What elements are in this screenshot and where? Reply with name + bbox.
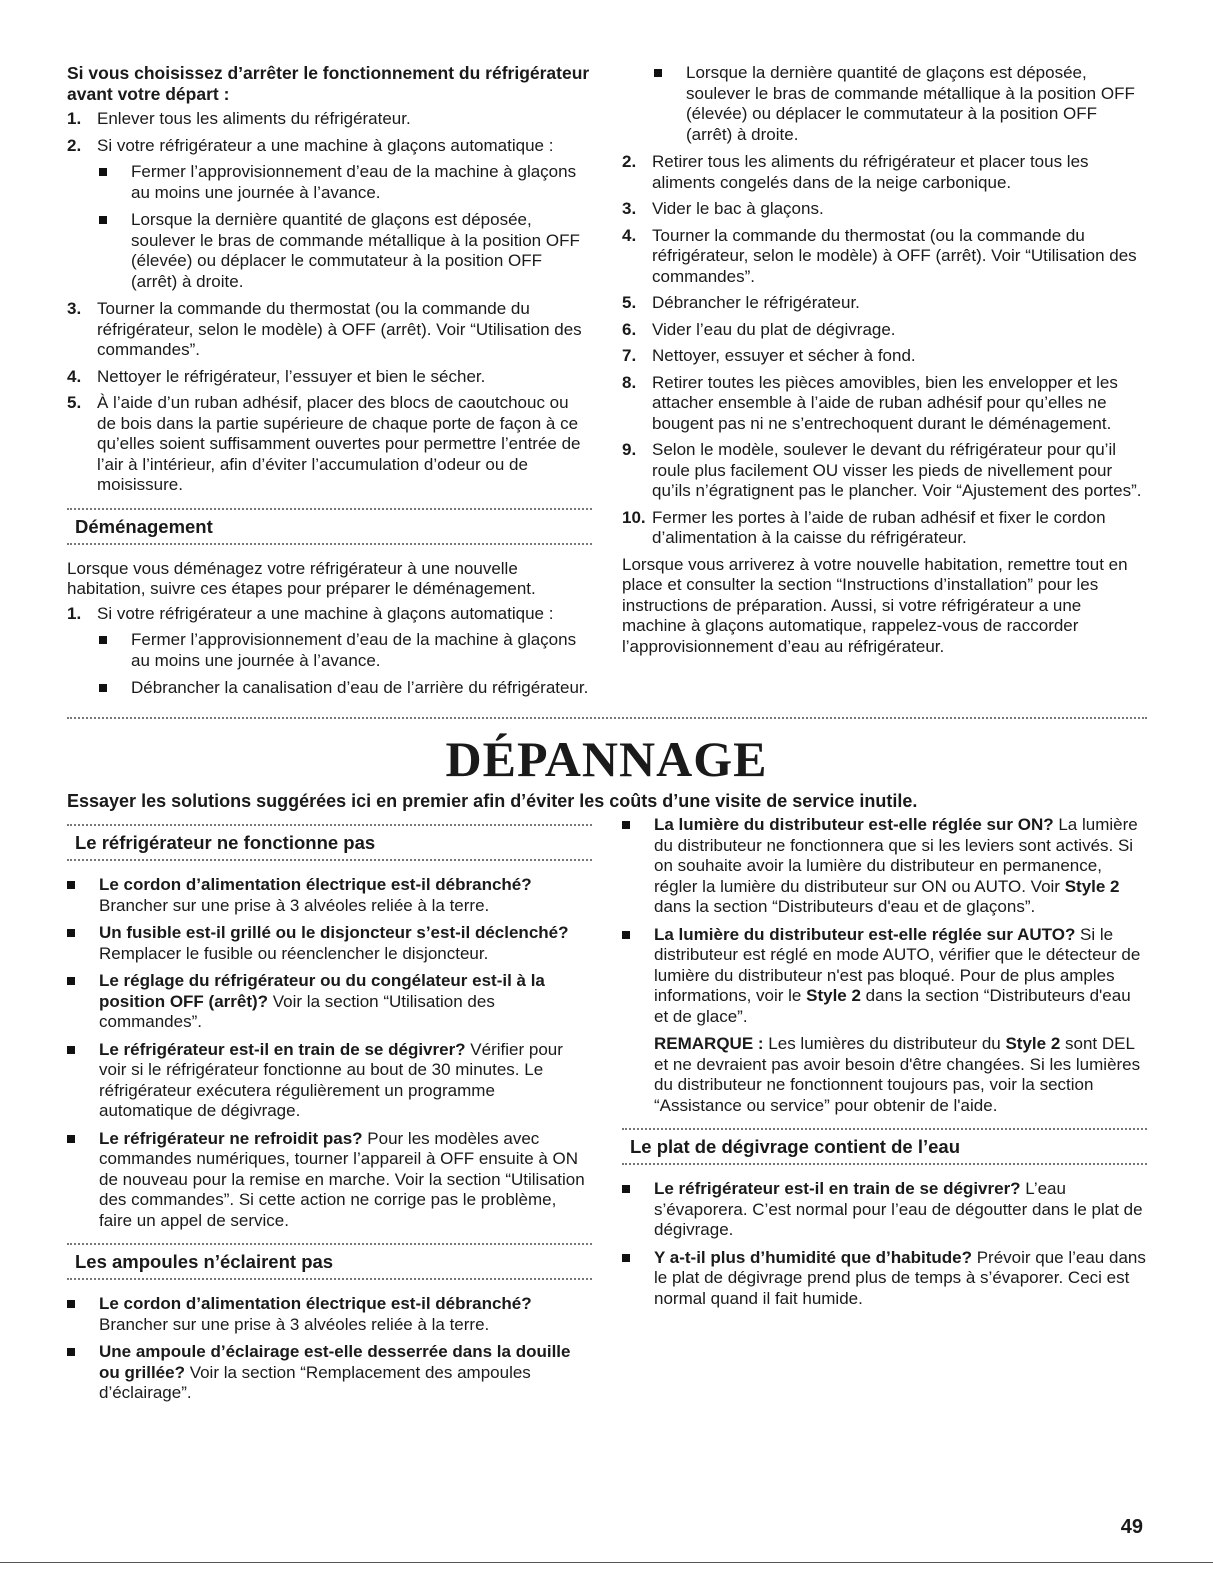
bullet-item: Fermer l’approvisionnement d’eau de la machine à glaçons au moins une journée à l’avance.	[99, 162, 592, 203]
bullet-square-icon	[99, 210, 131, 292]
bullet-square-icon	[67, 971, 99, 1033]
faq-item: Le cordon d’alimentation électrique est-il débranché? Brancher sur une prise à 3 alvéoles reliée à la terre.	[67, 875, 592, 916]
page-number: 49	[1120, 1516, 1143, 1538]
list-item: 1. Si votre réfrigérateur a une machine à glaçons automatique :	[67, 603, 554, 623]
list-item: 7. Nettoyer, essuyer et sécher à fond.	[622, 346, 916, 365]
s2-heading: Les ampoules n’éclairent pas	[67, 1243, 592, 1280]
faq-item: La lumière du distributeur est-elle réglée sur AUTO? Si le distributeur est réglé en mode AUTO, vérifier que le détecteur de lumière du distributeur n'est pas bloqué. Pour de plus amples informations, voir le Style 2 dans la section “Distributeurs d'eau et de glace”.	[622, 925, 1147, 1028]
list-item: 8. Retirer toutes les pièces amovibles, bien les envelopper et les attacher ensemble à l’aide de ruban adhésif pour qu’elles ne bougent pas ni ne s’entrechoquent durant le déménagement.	[622, 372, 1118, 433]
demenagement-outro: Lorsque vous arriverez à votre nouvelle habitation, remettre tout en place et consulter la section “Instructions d’installation” pour les instructions de préparation. Aussi, si votre réfrigérateur a une machine à glaçons automatique, rappelez-vous de raccorder l’approvisionnement d’eau au réfrigérateur.	[622, 554, 1128, 656]
faq-item: La lumière du distributeur est-elle réglée sur ON? La lumière du distributeur ne fonctionnera que si les leviers sont activés. Si on souhaite avoir la lumière du distributeur en permanence, régler la lumière du distributeur sur ON ou AUTO. Voir Style 2 dans la section “Distributeurs d'eau et de glaçons”.	[622, 815, 1147, 918]
bullet-square-icon	[67, 1342, 99, 1404]
s3-heading: Le plat de dégivrage contient de l’eau	[622, 1128, 1147, 1165]
list-item: 9. Selon le modèle, soulever le devant du réfrigérateur pour qu’il roule plus facilement OU visser les pieds de nivellement pour qu’ils n’égratignent pas le plancher. Voir “Ajustement des portes”.	[622, 440, 1142, 500]
left-column-top	[67, 63, 592, 706]
left-column-bottom	[67, 812, 592, 1411]
s1-heading: Le réfrigérateur ne fonctionne pas	[67, 824, 592, 861]
note: REMARQUE : Les lumières du distributeur du Style 2 sont DEL et ne devraient pas avoir besoin d'être changées. Si les lumières du distributeur ne fonctionnent toujours pas, voir la section “Assistance ou service” pour obtenir de l'aide.	[654, 1034, 1141, 1115]
bullet-square-icon	[67, 875, 99, 916]
list-item: 5. Débrancher le réfrigérateur.	[622, 293, 860, 312]
list-item: 5. À l’aide d’un ruban adhésif, placer des blocs de caoutchouc ou de bois dans la partie supérieure de chaque porte de façon à ce qu’elles soient suffisamment ouvertes pour permettre l’entrée de l’air à l’intérieur, afin d’éviter l’accumulation d’odeur ou de moisissure.	[67, 393, 581, 494]
list-item: 4. Nettoyer le réfrigérateur, l’essuyer et bien le sécher.	[67, 366, 486, 386]
bullet-item: Lorsque la dernière quantité de glaçons est déposée, soulever le bras de commande métallique à la position OFF (élevée) ou déplacer le commutateur à la position OFF (arrêt) à droite.	[654, 63, 1147, 145]
bullet-square-icon	[654, 63, 686, 145]
bullet-square-icon	[622, 1248, 654, 1310]
demenagement-intro: Lorsque vous déménagez votre réfrigérateur à une nouvelle habitation, suivre ces étapes pour préparer le déménagement.	[67, 558, 536, 598]
list-item: 1. Enlever tous les aliments du réfrigérateur.	[67, 109, 411, 128]
bullet-item: Débrancher la canalisation d’eau de l’arrière du réfrigérateur.	[99, 678, 592, 699]
faq-item: Le réfrigérateur est-il en train de se dégivrer? Vérifier pour voir si le réfrigérateur fonctionne au bout de 30 minutes. Le réfrigérateur exécutera régulièrement un programme automatique de dégivrage.	[67, 1040, 592, 1122]
bullet-square-icon	[67, 1294, 99, 1335]
bullet-square-icon	[67, 1129, 99, 1232]
faq-item: Le cordon d’alimentation électrique est-il débranché? Brancher sur une prise à 3 alvéoles reliée à la terre.	[67, 1294, 592, 1335]
faq-item: Le réfrigérateur ne refroidit pas? Pour les modèles avec commandes numériques, tourner l’appareil à OFF ensuite à ON de nouveau pour la remise en marche. Voir la section “Utilisation des commandes”. Si cette action ne corrige pas le problème, faire un appel de service.	[67, 1129, 592, 1232]
faq-item: Une ampoule d’éclairage est-elle desserrée dans la douille ou grillée? Voir la section “Remplacement des ampoules d’éclairage”.	[67, 1342, 592, 1404]
list-item: 3. Tourner la commande du thermostat (ou la commande du réfrigérateur, selon le modèle) à OFF (arrêt). Voir “Utilisation des commandes”.	[67, 299, 582, 359]
list-item: 10. Fermer les portes à l’aide de ruban adhésif et fixer le cordon d’alimentation à la caisse du réfrigérateur.	[622, 507, 1106, 547]
bullet-square-icon	[622, 925, 654, 1028]
page-title: DÉPANNAGE	[445, 731, 768, 787]
list-item: 3. Vider le bac à glaçons.	[622, 199, 824, 218]
bullet-square-icon	[99, 678, 131, 699]
faq-item: Un fusible est-il grillé ou le disjoncteur s’est-il déclenché? Remplacer le fusible ou réenclencher le disjoncteur.	[67, 923, 592, 964]
stop-operation-heading: Si vous choisissez d’arrêter le fonctionnement du réfrigérateur avant votre départ :	[67, 63, 590, 104]
list-item: 2. Si votre réfrigérateur a une machine à glaçons automatique :	[67, 135, 554, 155]
bullet-item: Lorsque la dernière quantité de glaçons est déposée, soulever le bras de commande métallique à la position OFF (élevée) ou déplacer le commutateur à la position OFF (arrêt) à droite.	[99, 210, 592, 292]
bullet-square-icon	[99, 630, 131, 671]
demenagement-heading: Déménagement	[67, 508, 592, 545]
right-column-top	[622, 63, 1147, 661]
section-divider	[67, 717, 1147, 719]
faq-item: Le réglage du réfrigérateur ou du congélateur est-il à la position OFF (arrêt)? Voir la section “Utilisation des commandes”.	[67, 971, 592, 1033]
faq-item: Le réfrigérateur est-il en train de se dégivrer? L’eau s’évaporera. C’est normal pour l’eau de dégoutter dans le plat de dégivrage.	[622, 1179, 1147, 1241]
bullet-item: Fermer l’approvisionnement d’eau de la machine à glaçons au moins une journée à l’avance.	[99, 630, 592, 671]
bullet-square-icon	[99, 162, 131, 203]
bullet-square-icon	[622, 815, 654, 918]
right-column-bottom	[622, 815, 1147, 1316]
list-item: 4. Tourner la commande du thermostat (ou la commande du réfrigérateur, selon le modèle) à OFF (arrêt). Voir “Utilisation des commandes”.	[622, 225, 1137, 286]
list-item: 2. Retirer tous les aliments du réfrigérateur et placer tous les aliments congelés dans de la neige carbonique.	[622, 152, 1089, 192]
faq-item: Y a-t-il plus d’humidité que d’habitude? Prévoir que l’eau dans le plat de dégivrage prend plus de temps à s’évaporer. Ceci est normal quand il fait humide.	[622, 1248, 1147, 1310]
bullet-square-icon	[67, 923, 99, 964]
page-subtitle: Essayer les solutions suggérées ici en premier afin d’éviter les coûts d’une visite de service inutile.	[67, 791, 918, 811]
list-item: 6. Vider l’eau du plat de dégivrage.	[622, 319, 896, 339]
footer-rule	[0, 1562, 1213, 1563]
bullet-square-icon	[67, 1040, 99, 1122]
bullet-square-icon	[622, 1179, 654, 1241]
